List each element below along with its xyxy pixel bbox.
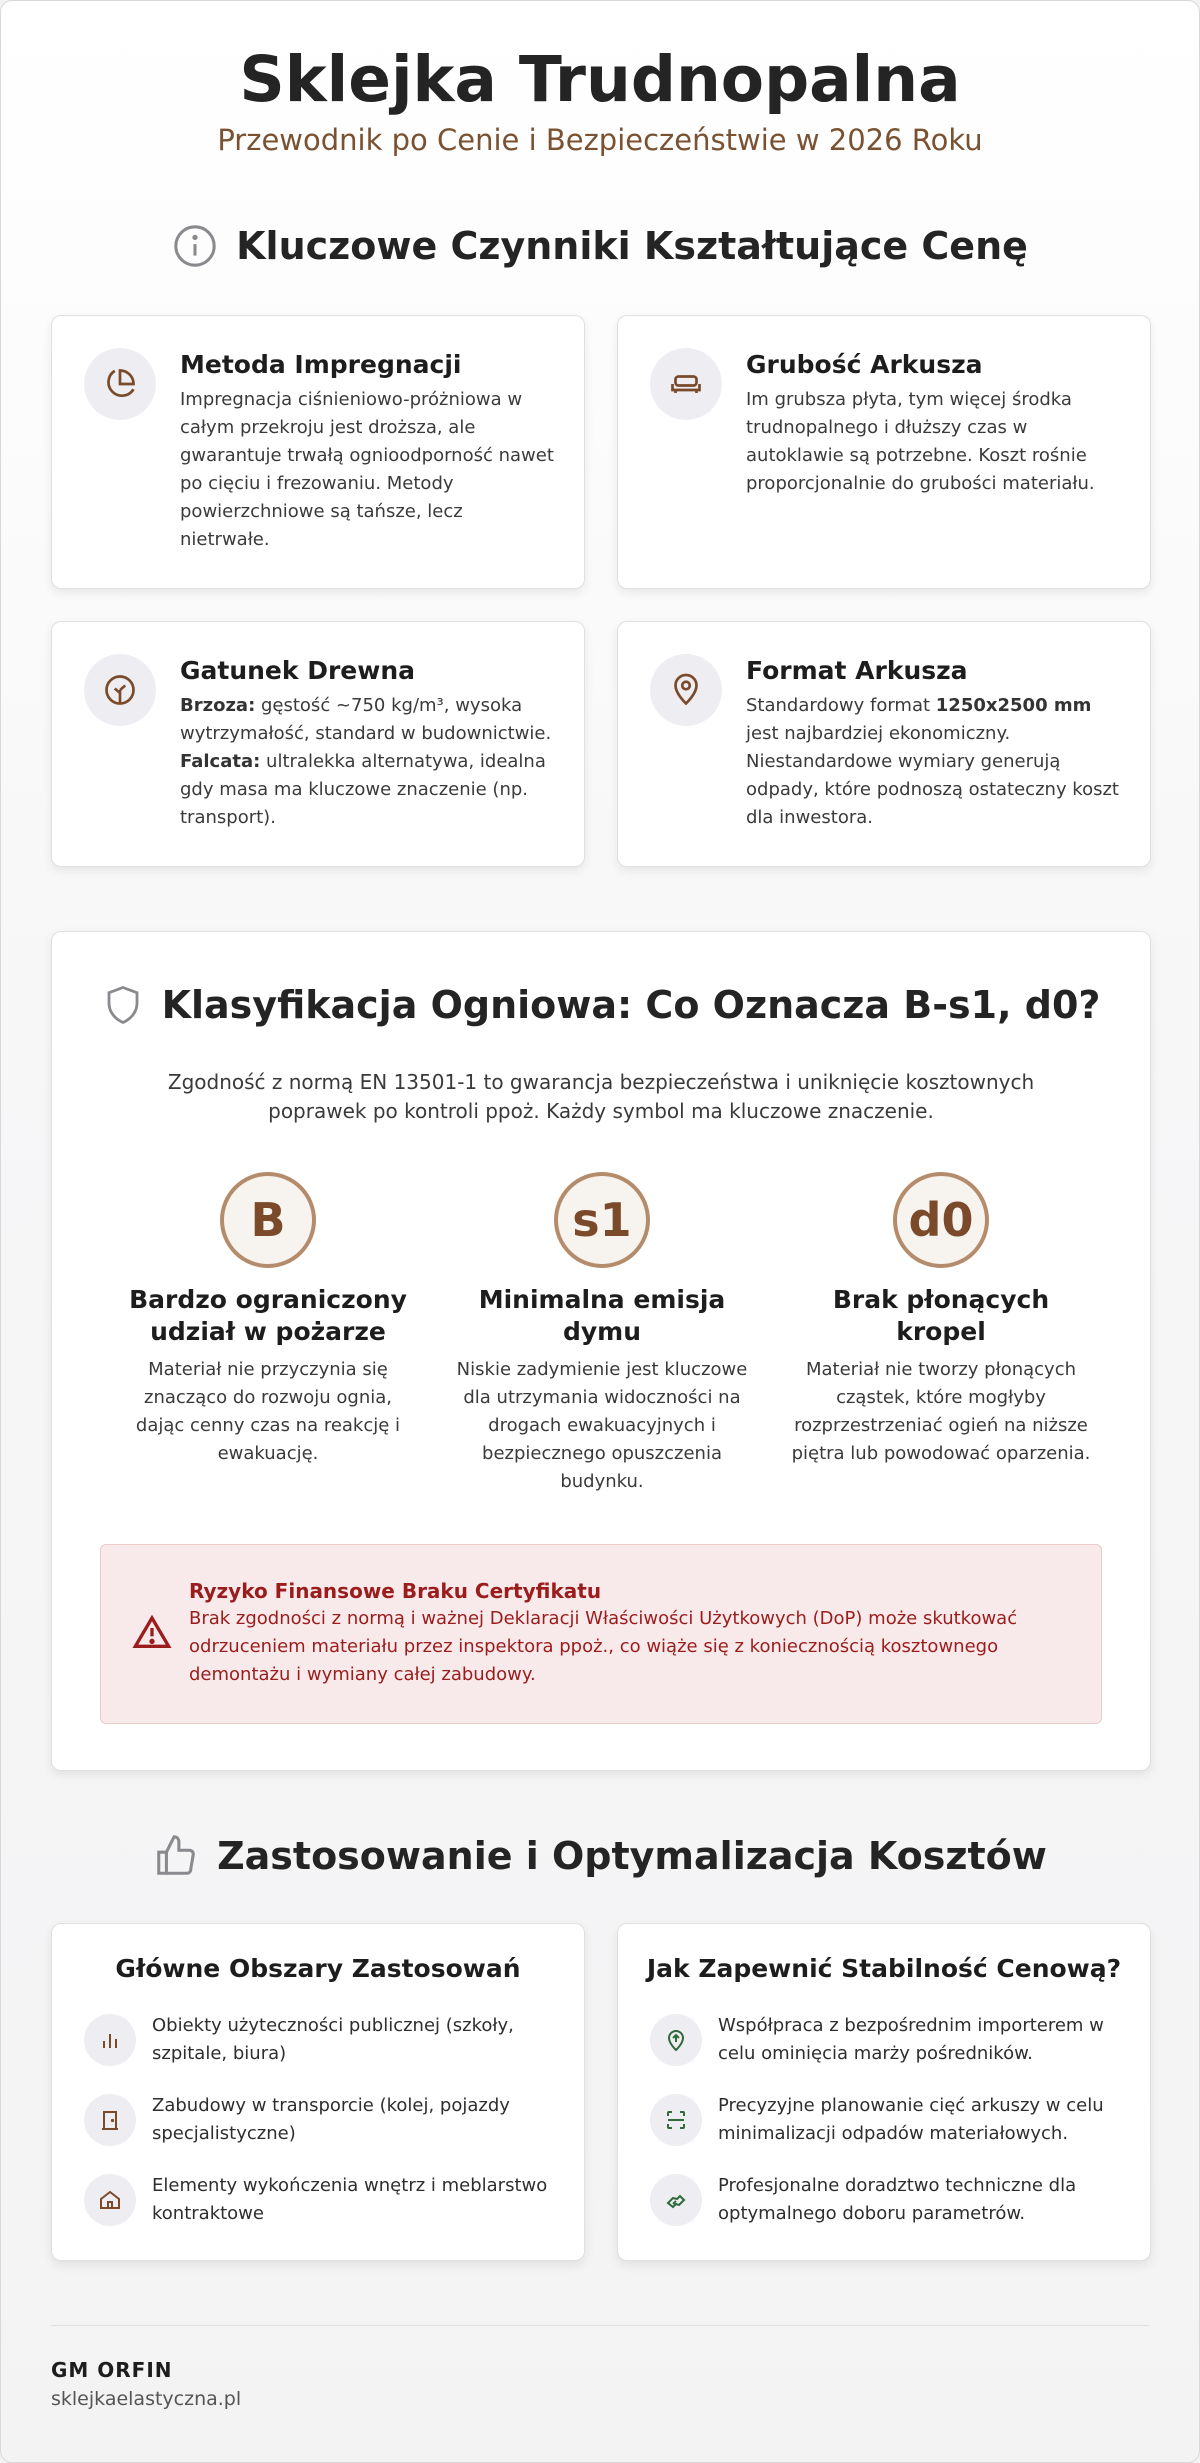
page-title: Sklejka Trudnopalna [239,43,961,116]
factor-card-format [617,621,1151,867]
factor-card-impregnation [51,315,585,589]
handshake-icon [650,2174,702,2226]
shield-icon [102,982,144,1028]
page-subtitle: Przewodnik po Cenie i Bezpieczeństwie w 2026 Roku [217,123,983,157]
factor-card-title: Gatunek Drewna [180,656,416,685]
fire-section-title [52,982,1150,1028]
list-item-text: Precyzyjne planowanie cięć arkuszy w celu minimalizacji odpadów materiałowych. [718,2095,1104,2144]
factors-title: Kluczowe Czynniki Kształtujące Cenę [236,224,1028,268]
fire-classification-card [51,931,1151,1771]
factor-card-text [746,692,1122,832]
thumbs-up-icon [153,1833,199,1879]
sofa-icon [650,348,722,420]
factor-card-text: Im grubsza płyta, tym więcej środka trudnopalnego i dłuższy czas w autoklawie są potrzebne. Koszt rośnie proporcjonalnie do grubości materiału. [746,389,1095,494]
pin-arrow-up-icon [650,2014,702,2066]
tree-icon [84,654,156,726]
format-text-end: jest najbardziej ekonomiczny. Niestandardowe wymiary generują odpady, które podnoszą ostateczny koszt dla inwestora. [746,723,1119,828]
usage-title: Zastosowanie i Optymalizacja Kosztów [217,1834,1047,1878]
factor-card-thickness [617,315,1151,589]
warning-triangle-icon [131,1613,173,1653]
fire-title: Klasyfikacja Ogniowa: Co Oznacza B-s1, d0? [161,983,1101,1027]
symbol-s1 [452,1172,752,1496]
symbol-badge: B [220,1172,316,1268]
factor-card-title: Metoda Impregnacji [180,350,462,379]
list-item-text: Profesjonalne doradztwo techniczne dla optymalnego doboru parametrów. [718,2175,1077,2224]
scan-icon [650,2094,702,2146]
factor-card-title: Grubość Arkusza [746,350,983,379]
birch-label: Brzoza: [180,695,256,716]
map-pin-icon [650,654,722,726]
factor-card-text: Impregnacja ciśnieniowo-próżniowa w całym przekroju jest droższa, ale gwarantuje trwałą ognioodporność nawet po cięciu i frezowaniu. Metody powierzchniowe są tańsze, lecz nietrwałe. [180,389,554,550]
factor-card-title: Format Arkusza [746,656,968,685]
birch-text: gęstość ~750 kg/m³, wysoka wytrzymałość, standard w budownictwie. [180,695,552,744]
factors-section-title [1,223,1199,269]
symbol-badge: s1 [554,1172,650,1268]
pie-chart-icon [84,348,156,420]
factor-card-wood-species [51,621,585,867]
symbol-title: Minimalna emisja dymu [478,1285,726,1346]
stability-title: Jak Zapewnić Stabilność Cenową? [646,1954,1122,1983]
alert-text: Brak zgodności z normą i ważnej Deklaracji Właściwości Użytkowych (DoP) może skutkować odrzuceniem materiału przez inspektora ppoż., co wiąże się z koniecznością kosztownego demontażu i wymiany całej zabudowy. [189,1608,1018,1685]
falcata-label: Falcata: [180,751,261,772]
symbol-title: Bardzo ograniczony udział w pożarze [129,1285,407,1346]
list-item-text: Zabudowy w transporcie (kolej, pojazdy specjalistyczne) [152,2095,510,2144]
price-stability-card [617,1923,1151,2261]
symbol-text: Materiał nie przyczynia się znacząco do rozwoju ognia, dając cenny czas na reakcję i ewakuację. [135,1359,401,1464]
format-size: 1250x2500 mm [935,695,1092,716]
list-item-text: Elementy wykończenia wnętrz i meblarstwo kontraktowe [152,2175,548,2224]
certificate-risk-alert [100,1544,1102,1724]
format-text-start: Standardowy format [746,695,936,716]
symbol-title: Brak płonących kropel [832,1285,1050,1346]
bar-chart-icon [84,2014,136,2066]
info-circle-icon [172,223,218,269]
list-item-text: Obiekty użyteczności publicznej (szkoły, szpitale, biura) [152,2015,514,2064]
alert-title: Ryzyko Finansowe Braku Certyfikatu [189,1579,602,1603]
areas-title: Główne Obszary Zastosowań [115,1954,521,1983]
list-item-text: Współpraca z bezpośrednim importerem w celu ominięcia marży pośredników. [718,2015,1104,2064]
hero-header [51,1,1149,157]
symbol-text: Materiał nie tworzy płonących cząstek, które mogłyby rozprzestrzeniać ogień na niższe piętra lub powodować oparzenia. [791,1359,1091,1464]
symbol-d0 [786,1172,1096,1468]
footer [51,2325,1149,2410]
symbol-B [118,1172,418,1468]
footer-url[interactable]: sklejkaelastyczna.pl [51,2388,242,2410]
symbol-text: Niskie zadymienie jest kluczowe dla utrzymania widoczności na drogach ewakuacyjnych i bezpiecznego opuszczenia budynku. [456,1359,748,1492]
falcata-text: ultralekka alternatywa, idealna gdy masa ma kluczowe znaczenie (np. transport). [180,751,546,828]
factor-card-text [180,692,556,832]
footer-brand: GM ORFIN [51,2358,173,2382]
application-areas-card [51,1923,585,2261]
usage-section-title [1,1833,1199,1879]
door-icon [84,2094,136,2146]
symbol-badge: d0 [893,1172,989,1268]
home-icon [84,2174,136,2226]
fire-intro: Zgodność z normą EN 13501-1 to gwarancja bezpieczeństwa i uniknięcie kosztownych poprawek po kontroli ppoż. Każdy symbol ma kluczowe znaczenie. [167,1070,1035,1123]
